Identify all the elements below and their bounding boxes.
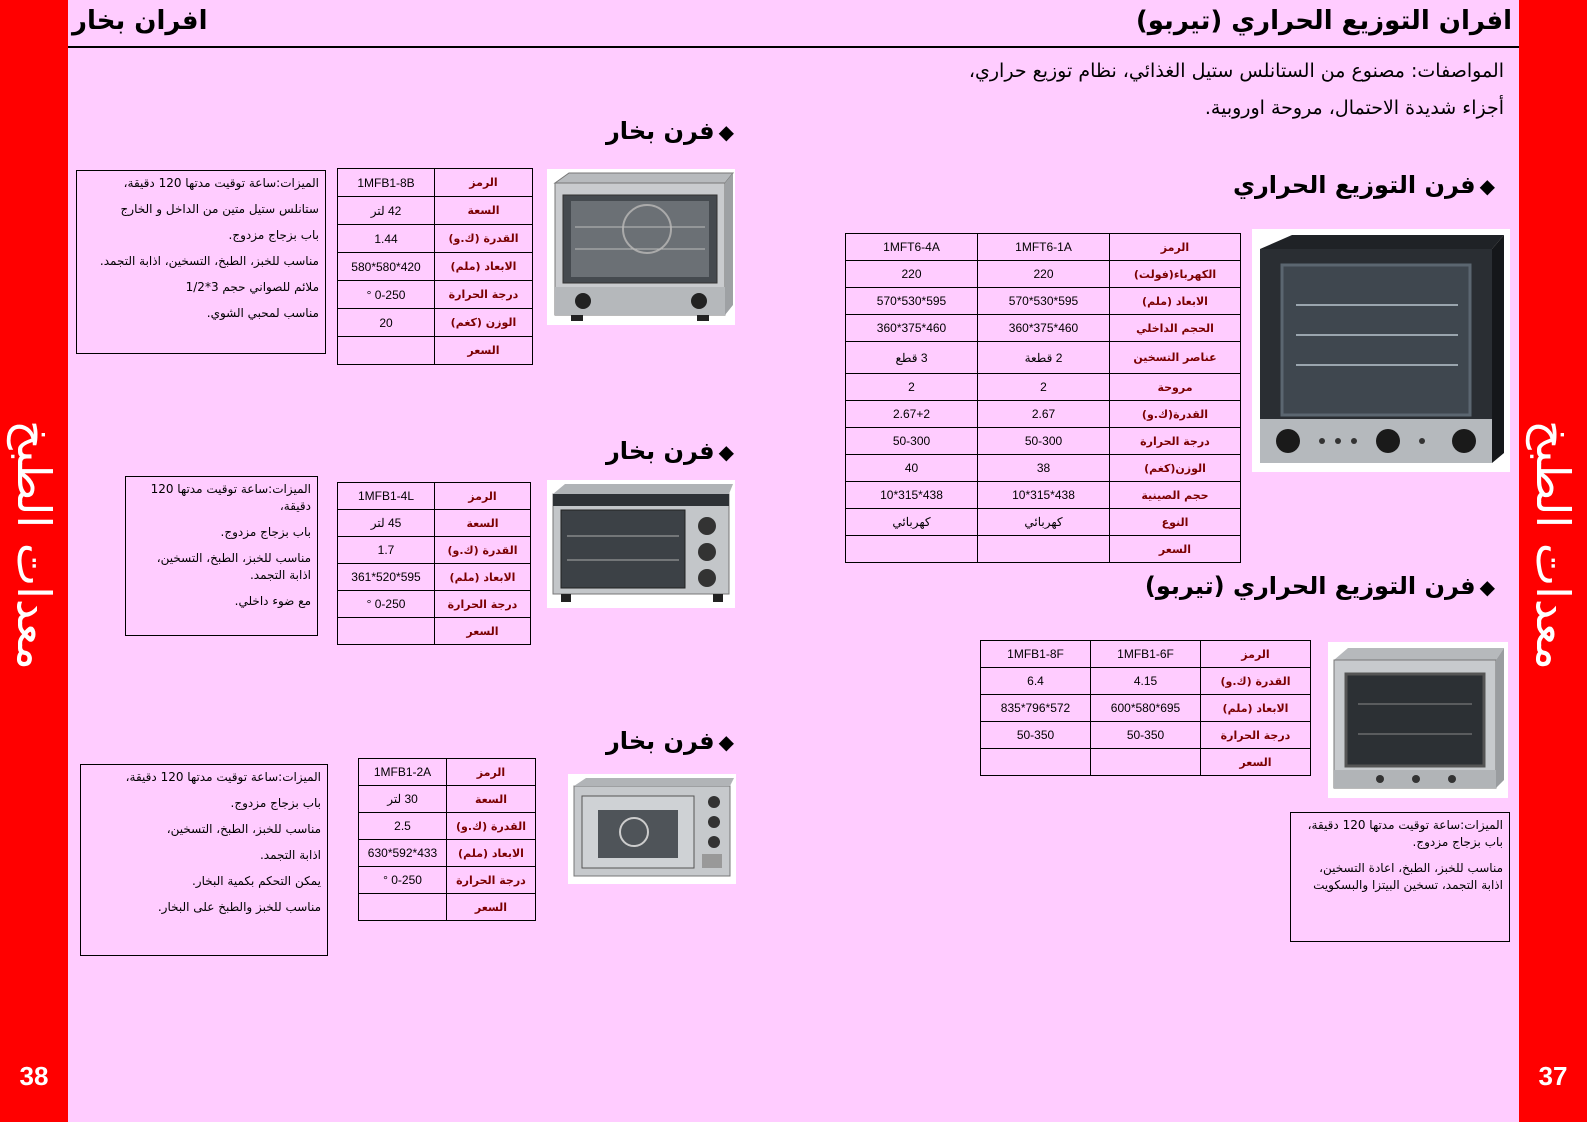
table-row: الرمز 1MFB1-4L (338, 483, 531, 510)
steam-oven-1-title: ◆فرن بخار (605, 117, 734, 145)
specs-line-1: المواصفات: مصنوع من الستانلس ستيل الغذائي، نظام توزيع حراري، (968, 60, 1504, 82)
steam-oven-3-image (568, 774, 736, 884)
table-row: درجة الحرارة 50-350 50-350 (981, 722, 1311, 749)
table-row: حجم الصينية 438*315*10 438*315*10 (846, 482, 1241, 509)
diamond-bullet-icon: ◆ (718, 120, 734, 144)
table-row: الابعاد (ملم) 695*580*600 572*796*835 (981, 695, 1311, 722)
right-page-header: افران التوزيع الحراري (تيربو) (1135, 6, 1512, 36)
diamond-bullet-icon: ◆ (1479, 575, 1495, 599)
table-row: القدرة (ك.و) 1.7 (338, 537, 531, 564)
left-side-bar: معدات الطبخ 38 (0, 0, 68, 1122)
table-row: الرمز 1MFB1-2A (359, 759, 536, 786)
table-row: السعر (846, 536, 1241, 563)
table-row: السعر (338, 618, 531, 645)
header-divider (68, 46, 1519, 48)
table-row: السعر (359, 894, 536, 921)
table-row: مروحة 2 2 (846, 374, 1241, 401)
diamond-bullet-icon: ◆ (718, 440, 734, 464)
right-page-number: 37 (1538, 1061, 1568, 1091)
table-row: الوزن(كغم) 38 40 (846, 455, 1241, 482)
table-row: النوع كهربائي كهربائي (846, 509, 1241, 536)
table-row: درجة الحرارة 0-250 ° (338, 281, 533, 309)
steam-oven-1-features: الميزات:ساعة توقيت مدتها 120 دقيقة، ستانلس ستيل متين من الداخل و الخارج باب بزجاج مزدوج. مناسب للخبز، الطبخ، التسخين، اذابة التجمد. ملائم للصواني حجم 3*1/2 مناسب لمحبي الشوي. (76, 170, 326, 354)
steam-oven-3-illustration (568, 774, 736, 884)
table-row: درجة الحرارة 50-300 50-300 (846, 428, 1241, 455)
turbo-oven-image (1328, 642, 1508, 798)
table-row: السعة 30 لتر (359, 786, 536, 813)
table-row: القدرة(ك.و) 2.67 2.67+2 (846, 401, 1241, 428)
table-row: الابعاد (ملم) 595*530*570 595*530*570 (846, 288, 1241, 315)
turbo-oven-features: الميزات:ساعة توقيت مدتها 120 دقيقة، باب بزجاج مزدوج. مناسب للخبز، الطبخ، اعادة التسخين، اذابة التجمد، تسخين البيتزا والبسكويت (1290, 812, 1510, 942)
steam-oven-3-title: ◆فرن بخار (605, 727, 734, 755)
table-row: القدرة (ك.و) 4.15 6.4 (981, 668, 1311, 695)
convection-oven-title: ◆فرن التوزيع الحراري (1232, 171, 1495, 199)
steam-oven-2-spec-table (337, 482, 531, 645)
turbo-oven-illustration (1328, 642, 1508, 798)
steam-oven-1-spec-table (337, 168, 533, 365)
table-row: الوزن (كغم) 20 (338, 309, 533, 337)
table-row: السعر (981, 749, 1311, 776)
steam-oven-1-illustration (547, 169, 735, 325)
table-row: الابعاد (ملم) 420*580*580 (338, 253, 533, 281)
steam-oven-2-image (547, 480, 735, 608)
convection-oven-spec-table (845, 233, 1241, 563)
left-page-number: 38 (19, 1061, 49, 1091)
table-row: درجة الحرارة 0-250 ° (359, 867, 536, 894)
table-row: السعة 45 لتر (338, 510, 531, 537)
steam-oven-2-title: ◆فرن بخار (605, 437, 734, 465)
turbo-oven-title: ◆فرن التوزيع الحراري (تيربو) (1144, 572, 1495, 600)
table-row: درجة الحرارة 0-250 ° (338, 591, 531, 618)
table-row: الكهرباء(فولت) 220 220 (846, 261, 1241, 288)
convection-oven-image (1252, 229, 1510, 472)
left-page-header: افران بخار (72, 6, 208, 36)
diamond-bullet-icon: ◆ (1479, 174, 1495, 198)
steam-oven-2-illustration (547, 480, 735, 608)
table-row: الحجم الداخلي 460*375*360 460*375*360 (846, 315, 1241, 342)
convection-oven-illustration (1252, 229, 1510, 472)
table-row: الرمز 1MFB1-6F 1MFB1-8F (981, 641, 1311, 668)
table-row: القدرة (ك.و) 2.5 (359, 813, 536, 840)
right-side-bar: معدات الطبخ 37 (1519, 0, 1587, 1122)
table-row: الابعاد (ملم) 433*592*630 (359, 840, 536, 867)
table-row: الابعاد (ملم) 595*520*361 (338, 564, 531, 591)
table-row: عناصر التسخين 2 قطعة 3 قطع (846, 342, 1241, 374)
steam-oven-2-features: الميزات:ساعة توقيت مدتها 120 دقيقة، باب بزجاج مزدوج. مناسب للخبز، الطبخ، التسخين، اذابة التجمد. مع ضوء داخلي. (125, 476, 318, 636)
steam-oven-1-image (547, 169, 735, 325)
turbo-oven-spec-table (980, 640, 1311, 776)
specs-line-2: أجزاء شديدة الاحتمال، مروحة اوروبية. (1204, 97, 1504, 119)
diamond-bullet-icon: ◆ (718, 730, 734, 754)
table-row: القدرة (ك.و) 1.44 (338, 225, 533, 253)
steam-oven-3-spec-table (358, 758, 536, 921)
table-row: السعر (338, 337, 533, 365)
steam-oven-3-features: الميزات:ساعة توقيت مدتها 120 دقيقة، باب بزجاج مزدوج. مناسب للخبز، الطبخ، التسخين، اذابة التجمد. يمكن التحكم بكمية البخار. مناسب للخبز والطبخ على البخار. (80, 764, 328, 956)
table-row: السعة 42 لتر (338, 197, 533, 225)
table-row: الرمز 1MFT6-1A 1MFT6-4A (846, 234, 1241, 261)
table-row: الرمز 1MFB1-8B (338, 169, 533, 197)
